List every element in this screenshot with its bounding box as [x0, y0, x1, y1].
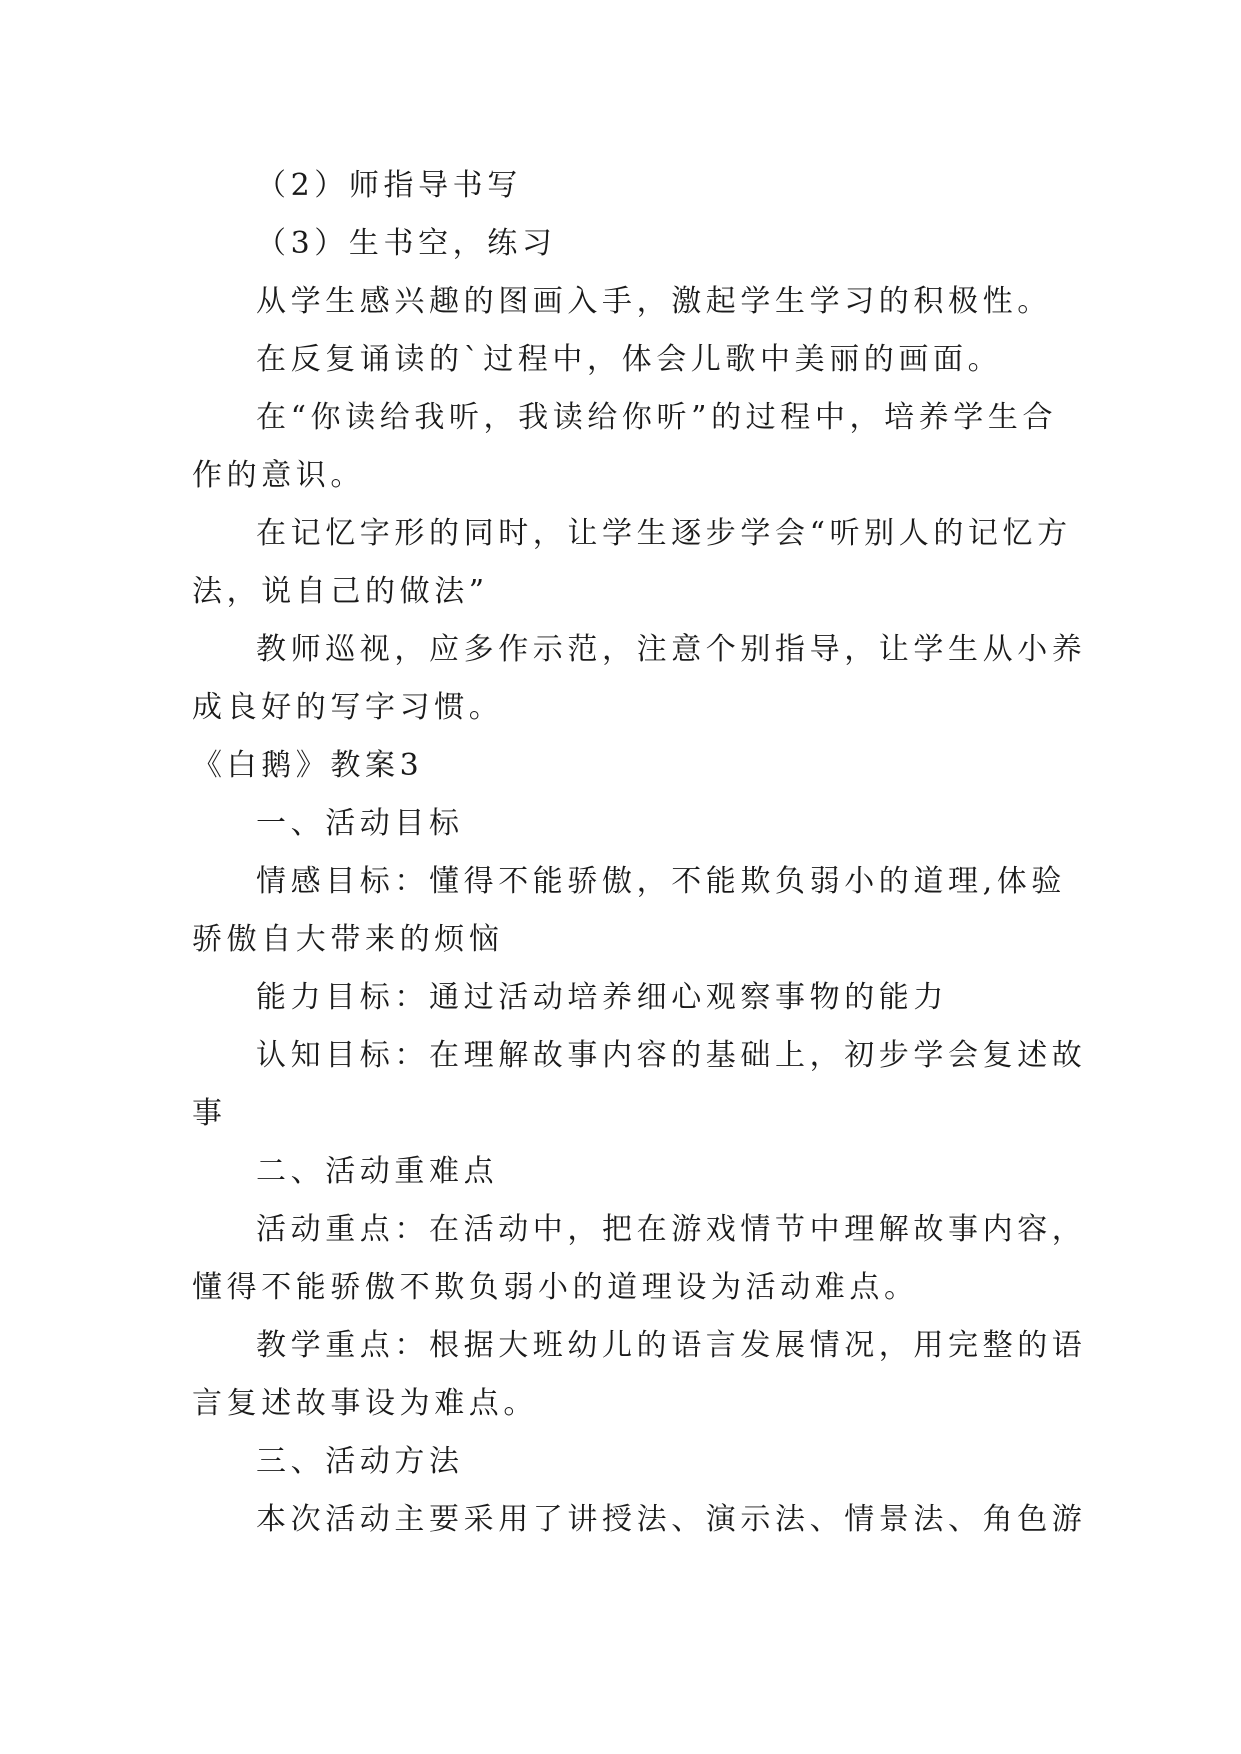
paragraph-line: 在记忆字形的同时，让学生逐步学会“听别人的记忆方: [256, 516, 1072, 551]
paragraph-line: 从学生感兴趣的图画入手，激起学生学习的积极性。: [256, 284, 1052, 319]
paragraph-line: （3）生书空，练习: [256, 226, 557, 261]
paragraph-line: 在反复诵读的`过程中，体会儿歌中美丽的画面。: [256, 342, 1003, 377]
paragraph-line: 作的意识。: [192, 458, 365, 493]
section-heading: 三、活动方法: [256, 1444, 464, 1479]
paragraph-line: 认知目标：在理解故事内容的基础上，初步学会复述故: [256, 1038, 1087, 1073]
paragraph-line: 法，说自己的做法”: [192, 574, 489, 609]
paragraph-line: 事: [192, 1096, 227, 1131]
paragraph-line: 在“你读给我听，我读给你听”的过程中，培养学生合: [256, 400, 1058, 435]
paragraph-line: 活动重点：在活动中，把在游戏情节中理解故事内容，: [256, 1212, 1087, 1247]
paragraph-line: 教学重点：根据大班幼儿的语言发展情况，用完整的语: [256, 1328, 1087, 1363]
paragraph-line: （2）师指导书写: [256, 168, 522, 203]
paragraph-line: 情感目标：懂得不能骄傲，不能欺负弱小的道理,体验: [256, 864, 1066, 899]
paragraph-line: 教师巡视，应多作示范，注意个别指导，让学生从小养: [256, 632, 1087, 667]
section-heading: 二、活动重难点: [256, 1154, 499, 1189]
paragraph-line: 言复述故事设为难点。: [192, 1386, 538, 1421]
paragraph-line: 懂得不能骄傲不欺负弱小的道理设为活动难点。: [192, 1270, 919, 1305]
paragraph-line: 能力目标：通过活动培养细心观察事物的能力: [256, 980, 948, 1015]
section-heading: 一、活动目标: [256, 806, 464, 841]
section-title: 《白鹅》教案3: [192, 748, 424, 783]
paragraph-line: 骄傲自大带来的烦恼: [192, 922, 504, 957]
paragraph-line: 本次活动主要采用了讲授法、演示法、情景法、角色游: [256, 1502, 1087, 1537]
paragraph-line: 成良好的写字习惯。: [192, 690, 504, 725]
